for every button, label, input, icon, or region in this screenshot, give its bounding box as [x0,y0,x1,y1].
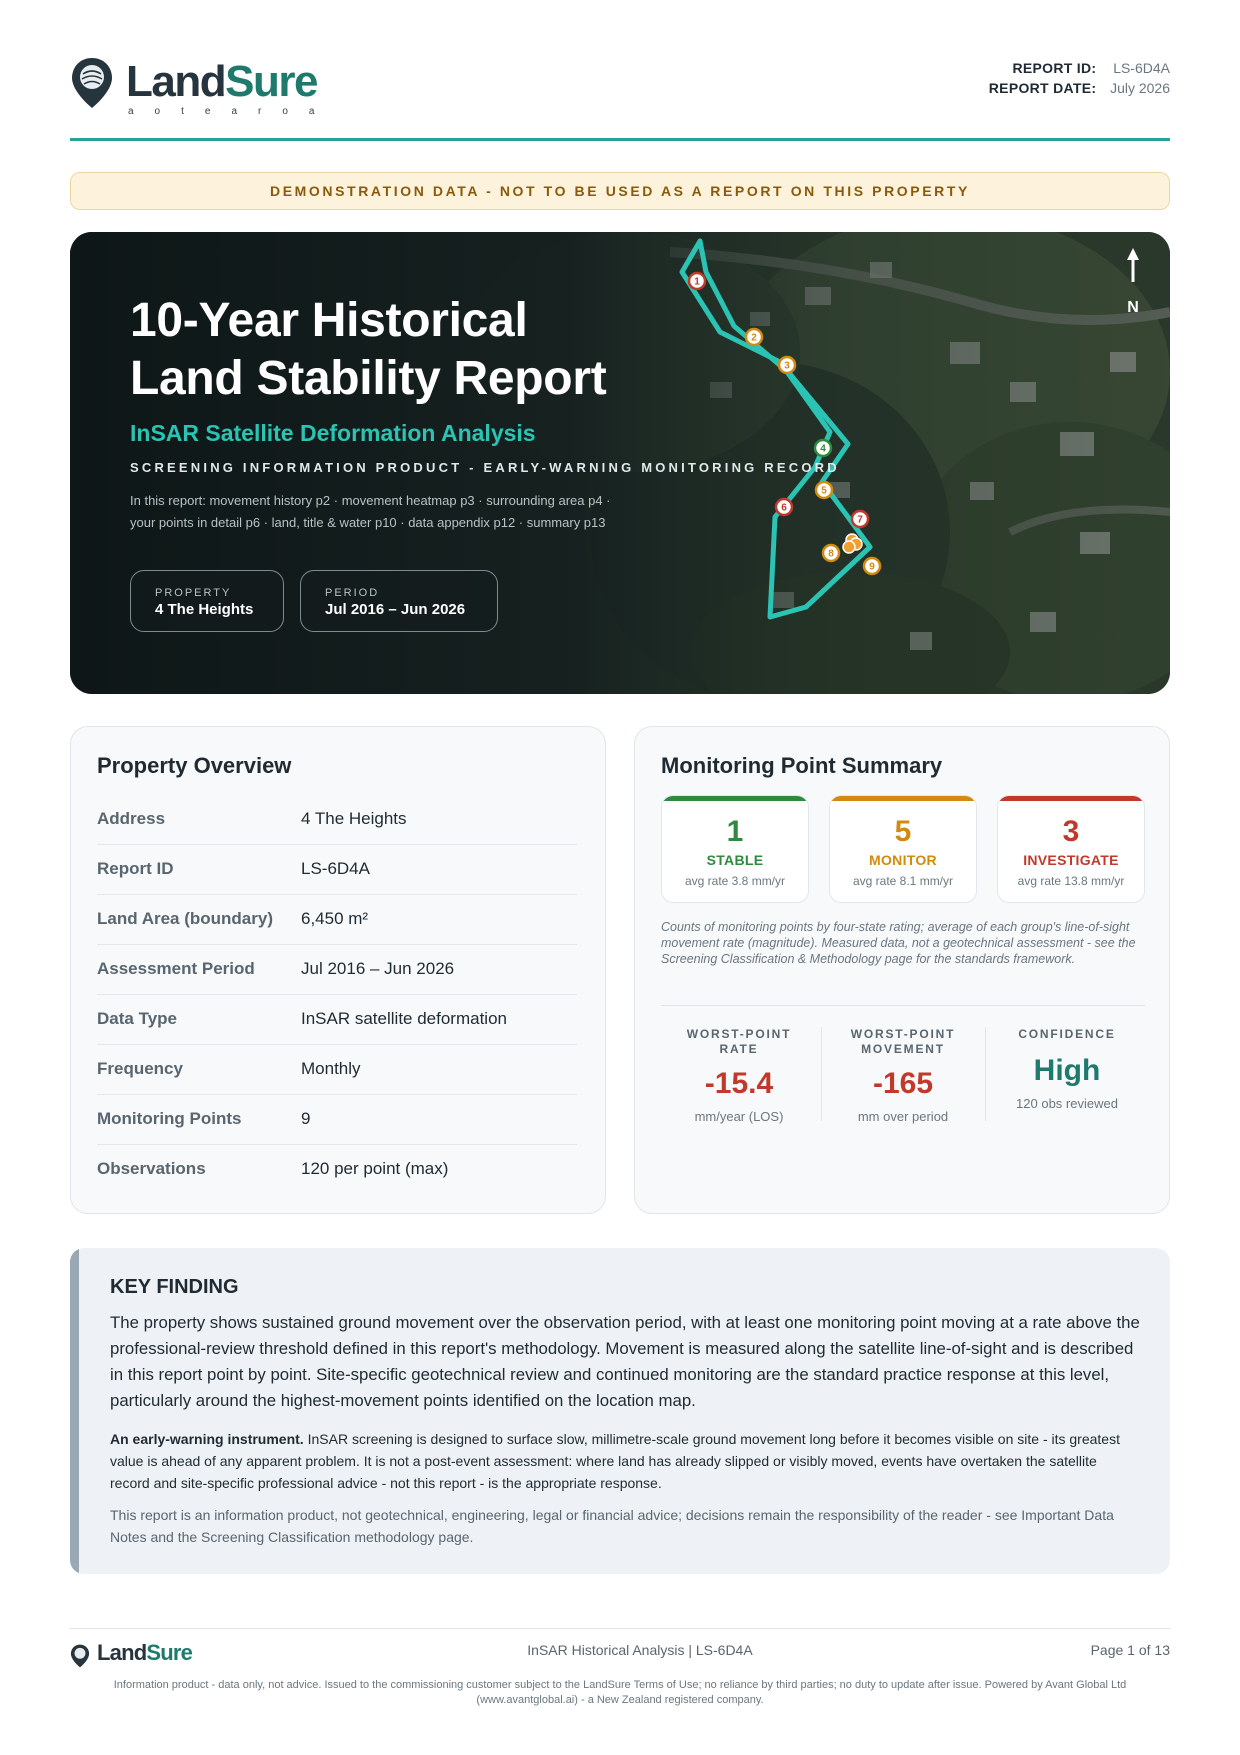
overview-row-monitoring-points: Monitoring Points 9 [97,1095,577,1145]
property-overview-title: Property Overview [97,753,292,778]
monitoring-point-3[interactable] [779,357,795,373]
svg-text:3: 3 [784,360,790,372]
overview-row-data-type: Data Type InSAR satellite deformation [97,995,577,1045]
early-warning-note: An early-warning instrument. InSAR screening is designed to surface slow, millimetre-scale ground movement long before it becomes visible on site - its greatest value is ahead of any apparent problem. It is not a post-event assessment: where land has already slipped or visibly moved, events have overtaken the satellite record and site-specific professional advice - not this report - is the appropriate response. [110,1431,1120,1491]
key-finding-title: KEY FINDING [110,1276,239,1298]
hero-panel [70,232,1170,694]
north-label: N [1127,299,1139,316]
svg-text:6: 6 [781,502,787,514]
report-meta [989,58,1170,98]
monitoring-point-5[interactable] [816,482,832,498]
monitoring-point-9[interactable] [864,558,880,574]
brand-name: LandSure [126,57,317,106]
summary-divider [661,1005,1145,1006]
worst-point-rate: WORST-POINT RATE -15.4 mm/year (LOS) [686,1027,792,1124]
page-number: Page 1 of 13 [1090,1642,1170,1658]
monitoring-point-8[interactable] [823,545,839,561]
advice-disclaimer: This report is an information product, not geotechnical, engineering, legal or financial advice; decisions remain the responsibility of the reader - see Important Data Notes and the Screening Classification methodology page. [110,1507,1114,1545]
svg-text:5: 5 [821,485,827,497]
footer-divider [70,1628,1170,1629]
location-pin-icon [70,1642,90,1670]
report-contents: In this report: movement history p2 · movement heatmap p3 · surrounding area p4 · your points in detail p6 · land, title & water p10 · data appendix p12 · summary p13 [130,493,611,530]
report-subtitle: InSAR Satellite Deformation Analysis [130,420,536,446]
landsure-logo [70,56,336,122]
key-finding-panel [70,1248,1170,1574]
footer-disclaimer: Information product - data only, not advice. Issued to the commissioning customer subject to the LandSure Terms of Use; no reliance by third parties; no duty to update after issue. Powered by Avant Global Ltd (www.avantglobal.ai) - a New Zealand registered company. [113,1679,1127,1706]
overview-row-observations: Observations 120 per point (max) [97,1159,449,1178]
key-finding-summary: The property shows sustained ground movement over the observation period, with at least one monitoring point moving at a rate above the professional-review threshold defined in this report's methodology. Movement is measured along the satellite line-of-sight and is described in this report point by point. Site-specific geotechnical review and continued monitoring are the standard practice response at this level, particularly around the highest-movement points identified on the location map. [110,1313,1140,1410]
overview-row-report-id: Report ID LS-6D4A [97,845,577,895]
overview-row-land-area: Land Area (boundary) 6,450 m² [97,895,577,945]
report-title: 10-Year Historical Land Stability Report [130,294,607,405]
svg-text:1: 1 [694,276,700,288]
investigate-count-tile: 3 INVESTIGATE avg rate 13.8 mm/yr [997,795,1145,903]
report-id-label: REPORT ID: [1012,60,1097,76]
stable-count-tile: 1 STABLE avg rate 3.8 mm/yr [661,795,809,903]
monitoring-point-6[interactable] [776,499,792,515]
product-descriptor: SCREENING INFORMATION PRODUCT - EARLY-WARNING MONITORING RECORD [130,460,840,475]
svg-text:8: 8 [828,548,834,560]
monitoring-point-7[interactable] [852,511,868,527]
period-pill: PERIOD Jul 2016 – Jun 2026 [300,570,498,632]
brand-tagline: aotearoa [128,106,336,117]
monitor-count-tile: 5 MONITOR avg rate 8.1 mm/yr [829,795,977,903]
monitoring-summary-card [634,726,1170,1214]
footer-logo [70,1640,210,1674]
overview-row-period: Assessment Period Jul 2016 – Jun 2026 [97,945,577,995]
summary-note: Counts of monitoring points by four-state rating; average of each group's line-of-sight movement rate (magnitude). Measured data, not a geotechnical assessment - see the Screening Classification & Methodology page for the standards framework. [661,920,1136,966]
footer-report-ref: InSAR Historical Analysis | LS-6D4A [527,1642,753,1658]
svg-text:7: 7 [857,514,863,526]
location-pin-icon [70,56,114,110]
footer-brand-name: LandSure [97,1640,193,1665]
header-divider [70,138,1170,141]
key-finding-accent-bar [70,1248,79,1574]
point-cluster-marker [843,541,855,553]
report-id-value: LS-6D4A [1113,60,1170,76]
svg-text:9: 9 [869,561,875,573]
monitoring-point-4[interactable] [815,440,831,456]
demo-data-banner: DEMONSTRATION DATA - NOT TO BE USED AS A REPORT ON THIS PROPERTY [70,172,1170,210]
report-date-value: July 2026 [1110,80,1170,96]
monitoring-point-2[interactable] [746,329,762,345]
report-date-label: REPORT DATE: [988,80,1097,96]
svg-text:2: 2 [751,332,757,344]
worst-point-movement: WORST-POINT MOVEMENT -165 mm over period [850,1027,956,1124]
monitoring-point-1[interactable] [689,273,705,289]
svg-text:4: 4 [820,443,826,455]
confidence-level: CONFIDENCE High 120 obs reviewed [1016,1027,1118,1111]
property-pill: PROPERTY 4 The Heights [130,570,284,632]
overview-row-frequency: Frequency Monthly [97,1045,577,1095]
monitoring-summary-title: Monitoring Point Summary [661,753,943,778]
overview-row-address: Address 4 The Heights [97,795,577,845]
property-overview-card [70,726,606,1214]
